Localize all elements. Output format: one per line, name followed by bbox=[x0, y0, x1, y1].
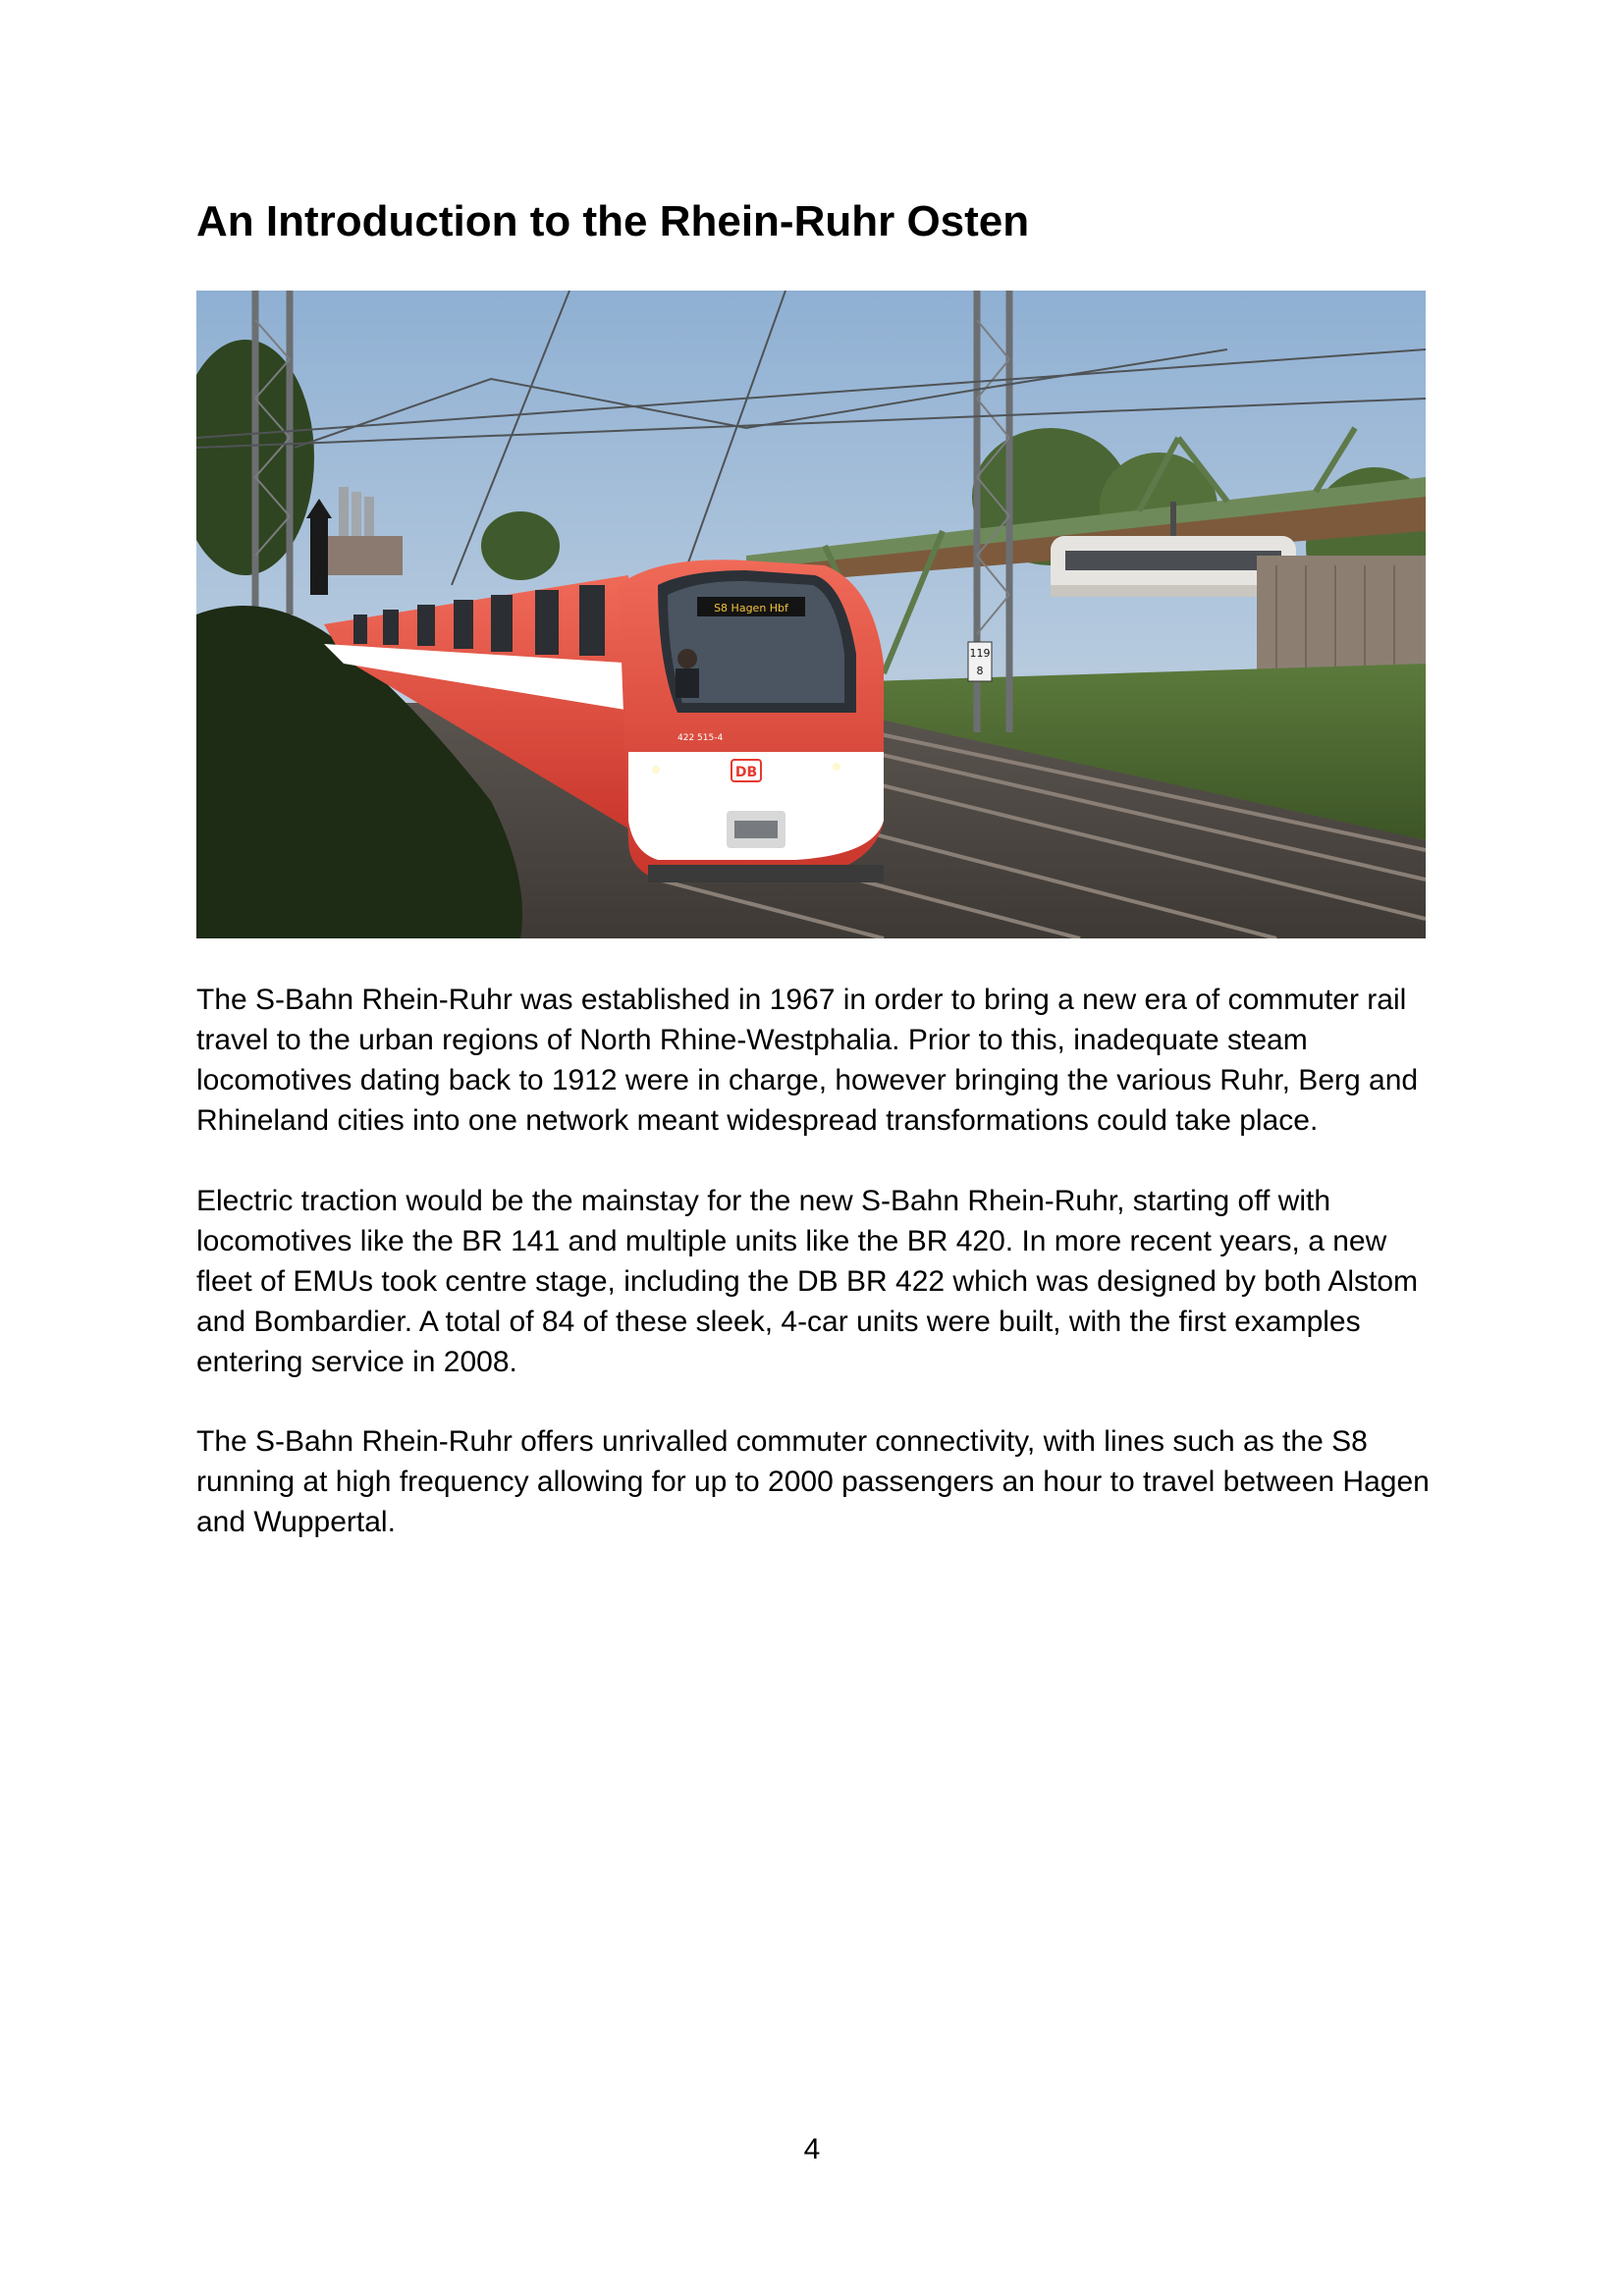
page-number: 4 bbox=[803, 2133, 821, 2165]
body-paragraph-3: The S-Bahn Rhein-Ruhr offers unrivalled commuter connectivity, with lines such as the S8 running at high frequency allowing for up to 2000 passengers an hour to travel between Hagen and Wuppertal. bbox=[196, 1425, 1430, 1538]
shed bbox=[1257, 556, 1426, 683]
page-title: An Introduction to the Rhein-Ruhr Osten bbox=[196, 197, 1030, 245]
body-paragraph-1: The S-Bahn Rhein-Ruhr was established in 1967 in order to bring a new era of commuter rail travel to the urban regions of North Rhine-Westphalia. Prior to this, inadequate steam locomotives dating back to 1912 were in charge, however bringing the various Ruhr, Berg and Rhineland cities into one network meant widespread transformations could take place. bbox=[196, 984, 1419, 1137]
svg-text:S8 Hagen Hbf: S8 Hagen Hbf bbox=[714, 602, 788, 614]
train-photo bbox=[196, 291, 1426, 938]
svg-text:DB: DB bbox=[734, 765, 758, 780]
svg-text:8: 8 bbox=[976, 665, 984, 677]
svg-text:422 515-4: 422 515-4 bbox=[677, 733, 724, 743]
body-paragraph-2: Electric traction would be the mainstay for the new S-Bahn Rhein-Ruhr, starting off with locomotives like the BR 141 and multiple units like the BR 420. In more recent years, a new fleet of EMUs took centre stage, including the DB BR 422 which was designed by both Alstom and Bombardier. A total of 84 of these sleek, 4-car units were built, with the first examples entering service in 2008. bbox=[196, 1185, 1419, 1378]
svg-text:119: 119 bbox=[969, 647, 991, 660]
signal-plate bbox=[968, 642, 992, 681]
train-photo-illustration bbox=[196, 291, 1426, 938]
